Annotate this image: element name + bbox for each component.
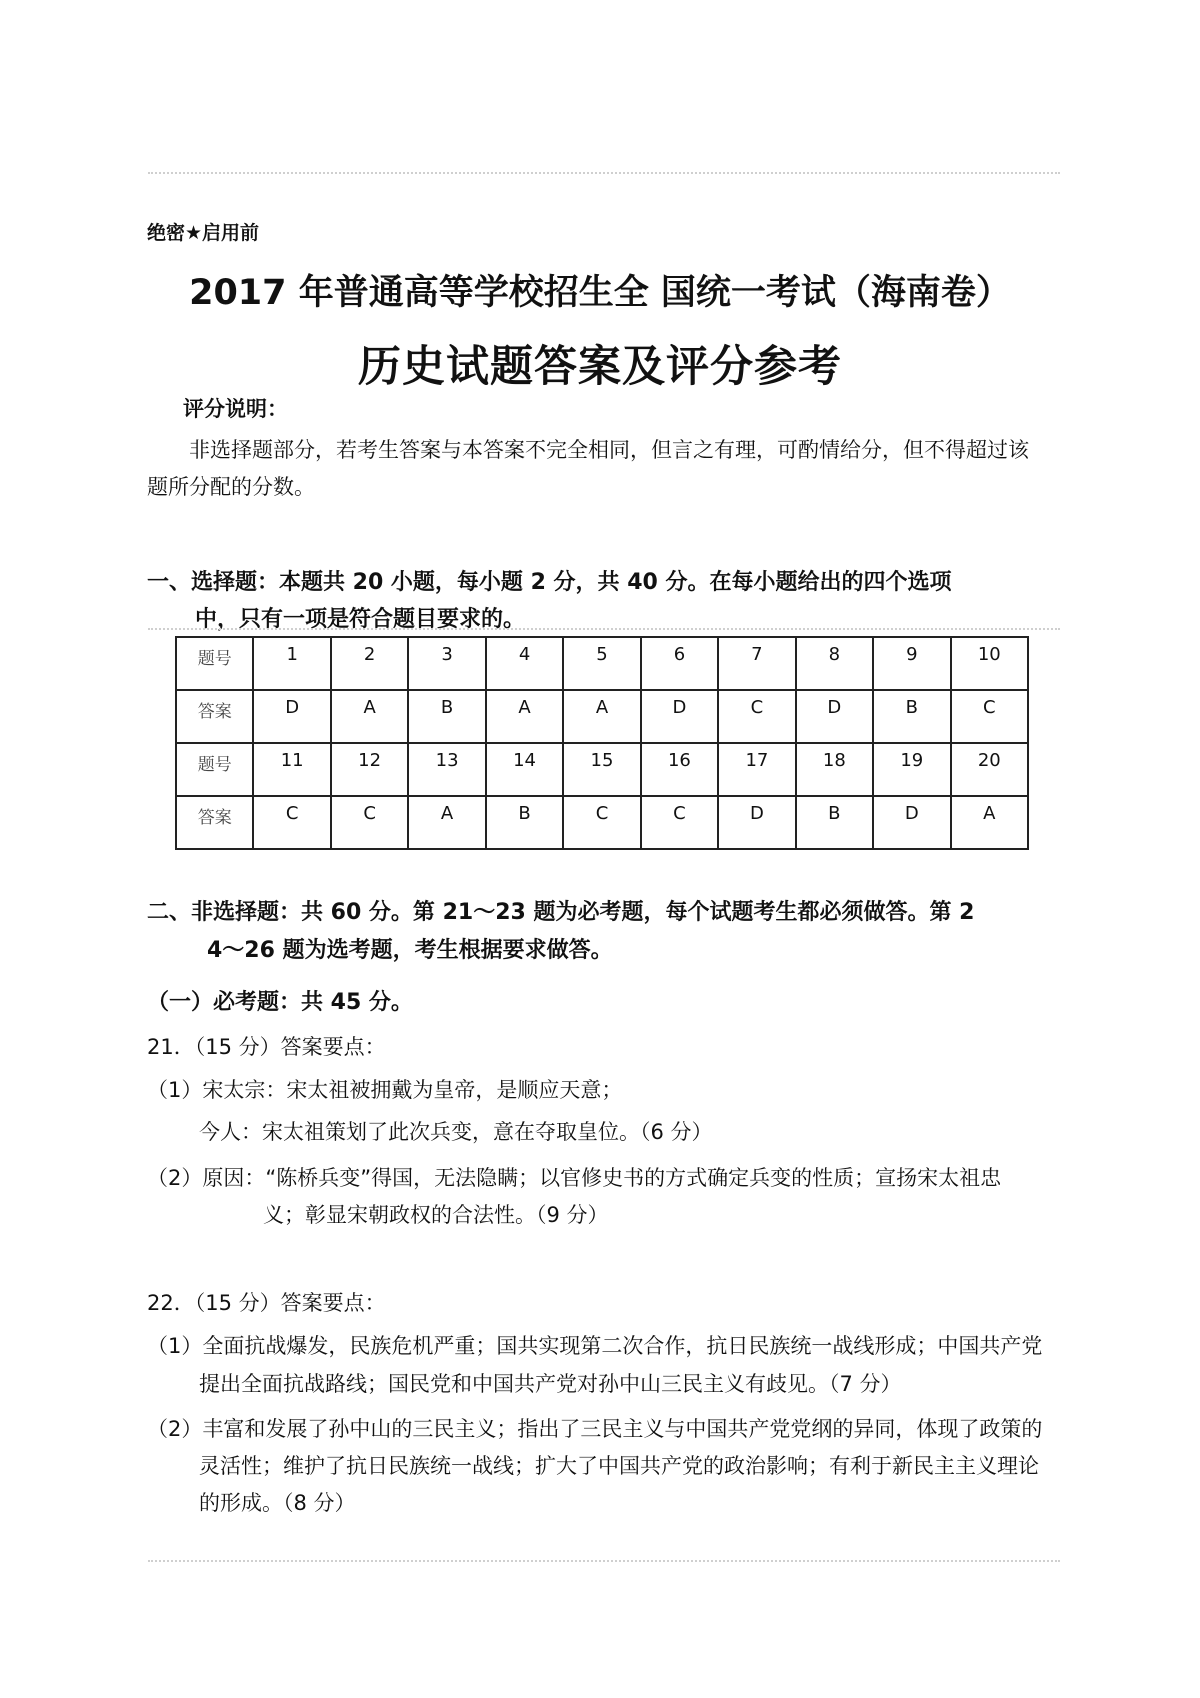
table-cell: A bbox=[486, 690, 563, 743]
table-cell: B bbox=[796, 796, 873, 849]
table-cell: D bbox=[718, 796, 795, 849]
q22-part2-line1: （2）丰富和发展了孙中山的三民主义；指出了三民主义与中国共产党党纲的异同，体现了政策的 bbox=[147, 1417, 1043, 1441]
section2-subheading: （一）必考题：共 45 分。 bbox=[147, 990, 413, 1015]
q21-title: 21．（15 分）答案要点： bbox=[147, 1035, 386, 1059]
section1-heading-line1: 一、选择题：本题共 20 小题，每小题 2 分，共 40 分。在每小题给出的四个选项 bbox=[147, 570, 952, 595]
scoring-note-heading: 评分说明： bbox=[183, 397, 288, 421]
top-divider bbox=[148, 172, 1060, 174]
scoring-note-line1: 非选择题部分，若考生答案与本答案不完全相同，但言之有理，可酌情给分，但不得超过该 bbox=[189, 438, 1029, 462]
table-cell: C bbox=[951, 690, 1028, 743]
table-cell: A bbox=[563, 690, 640, 743]
scoring-note-line2: 题所分配的分数。 bbox=[147, 475, 315, 499]
table-cell: 9 bbox=[873, 637, 950, 690]
section1-divider bbox=[148, 628, 1060, 630]
table-row bbox=[176, 690, 1028, 743]
table-cell: 13 bbox=[408, 743, 485, 796]
q22-title: 22．（15 分）答案要点： bbox=[147, 1291, 386, 1315]
table-cell: 16 bbox=[641, 743, 718, 796]
table-cell: 11 bbox=[253, 743, 330, 796]
table-cell: 5 bbox=[563, 637, 640, 690]
table-cell: 12 bbox=[331, 743, 408, 796]
table-row bbox=[176, 796, 1028, 849]
table-cell: D bbox=[253, 690, 330, 743]
table-cell: 8 bbox=[796, 637, 873, 690]
section2-heading-line1: 二、非选择题：共 60 分。第 21～23 题为必考题，每个试题考生都必须做答。第 2 bbox=[147, 900, 975, 925]
table-cell: 6 bbox=[641, 637, 718, 690]
q21-part1-line2: 今人：宋太祖策划了此次兵变，意在夺取皇位。（6 分） bbox=[199, 1120, 713, 1144]
bottom-divider bbox=[148, 1560, 1060, 1562]
exam-title: 2017 年普通高等学校招生全 国统一考试（海南卷） bbox=[189, 273, 1011, 313]
section1-heading-line2: 中，只有一项是符合题目要求的。 bbox=[195, 607, 526, 632]
table-cell: C bbox=[253, 796, 330, 849]
secret-mark: 绝密★启用前 bbox=[147, 222, 260, 244]
table-label: 答案 bbox=[176, 690, 253, 743]
table-cell: A bbox=[331, 690, 408, 743]
table-cell: 10 bbox=[951, 637, 1028, 690]
table-cell: C bbox=[641, 796, 718, 849]
table-cell: C bbox=[563, 796, 640, 849]
table-cell: 2 bbox=[331, 637, 408, 690]
table-cell: D bbox=[796, 690, 873, 743]
table-row bbox=[176, 743, 1028, 796]
section2-heading-line2: 4～26 题为选考题，考生根据要求做答。 bbox=[207, 938, 613, 963]
table-cell: 18 bbox=[796, 743, 873, 796]
q21-part2-line2: 义；彰显宋朝政权的合法性。（9 分） bbox=[263, 1203, 609, 1227]
table-label: 题号 bbox=[176, 637, 253, 690]
table-cell: D bbox=[873, 796, 950, 849]
q22-part2-line2: 灵活性；维护了抗日民族统一战线；扩大了中国共产党的政治影响；有利于新民主主义理论 bbox=[199, 1454, 1039, 1478]
table-cell: A bbox=[408, 796, 485, 849]
table-cell: 14 bbox=[486, 743, 563, 796]
table-cell: 4 bbox=[486, 637, 563, 690]
q22-part2-line3: 的形成。（8 分） bbox=[199, 1491, 356, 1515]
table-cell: 3 bbox=[408, 637, 485, 690]
table-cell: C bbox=[718, 690, 795, 743]
table-cell: 17 bbox=[718, 743, 795, 796]
table-cell: 1 bbox=[253, 637, 330, 690]
q22-part1-line2: 提出全面抗战路线；国民党和中国共产党对孙中山三民主义有歧见。（7 分） bbox=[199, 1372, 902, 1396]
q21-part1-line1: （1）宋太宗：宋太祖被拥戴为皇帝，是顺应天意； bbox=[147, 1078, 623, 1102]
table-cell: 7 bbox=[718, 637, 795, 690]
answer-table bbox=[175, 636, 1029, 850]
table-label: 答案 bbox=[176, 796, 253, 849]
table-cell: D bbox=[641, 690, 718, 743]
q21-part2-line1: （2）原因：“陈桥兵变”得国，无法隐瞒；以官修史书的方式确定兵变的性质；宣扬宋太祖忠 bbox=[147, 1166, 1002, 1190]
table-cell: C bbox=[331, 796, 408, 849]
table-cell: 19 bbox=[873, 743, 950, 796]
table-cell: 20 bbox=[951, 743, 1028, 796]
table-cell: B bbox=[408, 690, 485, 743]
table-cell: 15 bbox=[563, 743, 640, 796]
table-cell: B bbox=[486, 796, 563, 849]
table-cell: A bbox=[951, 796, 1028, 849]
table-label: 题号 bbox=[176, 743, 253, 796]
q22-part1-line1: （1）全面抗战爆发，民族危机严重；国共实现第二次合作，抗日民族统一战线形成；中国共产党 bbox=[147, 1334, 1043, 1358]
table-cell: B bbox=[873, 690, 950, 743]
table-row bbox=[176, 637, 1028, 690]
document-title: 历史试题答案及评分参考 bbox=[358, 342, 842, 392]
